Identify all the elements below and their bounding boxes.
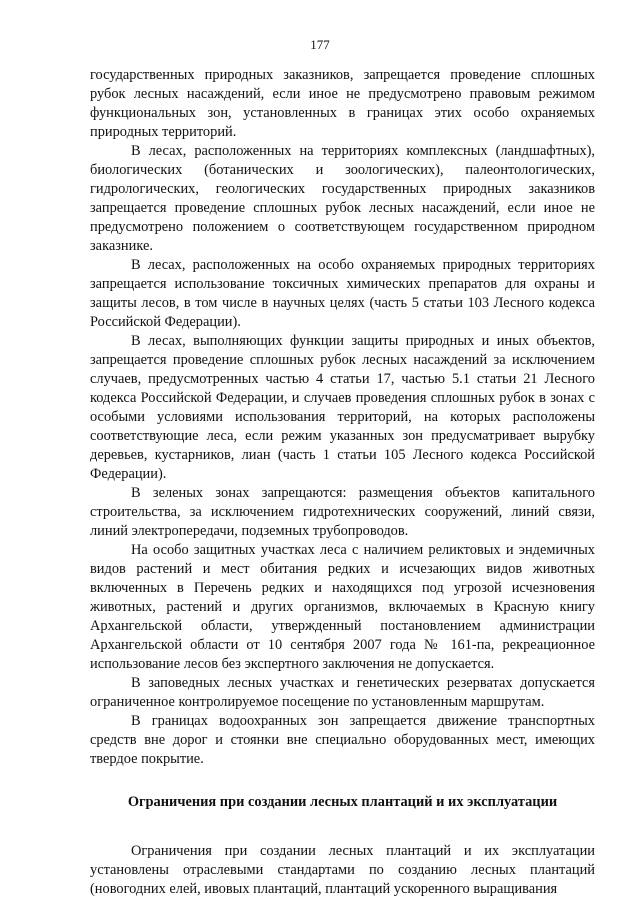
paragraph-water-protection: В границах водоохранных зон запрещается движение транспортных средств вне дорог и стоянки вне специально оборудованных мест, имеющих твердое покрытие. bbox=[90, 713, 595, 767]
paragraph-complex-reserves: В лесах, расположенных на территориях комплексных (ландшафтных), биологических (ботанических и зоологических), палеонтологических, гидрологических, геологических государственных природных заказников запрещается проведение сплошных рубок лесных насаждений, если иное не предусмотрено положением о соответствующем государственном природном заказнике. bbox=[90, 143, 595, 254]
paragraph-protective-areas: На особо защитных участках леса с наличием реликтовых и эндемичных видов растений и мест обитания редких и исчезающих видов животных включенных в Перечень редких и находящихся под угрозой исчезновения животных, растений и других организмов, включаемых в Красную книгу Архангельской области, утвержденный постановлением администрации Архангельской области от 10 сентября 2007 года № 161-па, рекреационное использование лесов без экспертного заключения не допускается. bbox=[90, 542, 595, 672]
page-number: 177 bbox=[310, 37, 330, 52]
paragraph-continuation: государственных природных заказников, запрещается проведение сплошных рубок лесных насаждений, если иное не предусмотрено правовым режимом функциональных зон, установленных в границах этих особо охраняемых природных территорий. bbox=[90, 67, 595, 140]
body-text bbox=[90, 66, 595, 899]
paragraph-toxic-chemicals: В лесах, расположенных на особо охраняемых природных территориях запрещается использование токсичных химических препаратов для охраны и защиты лесов, в том числе в научных целях (часть 5 статьи 103 Лесного кодекса Российской Федерации). bbox=[90, 257, 595, 330]
paragraph-green-zones: В зеленых зонах запрещаются: размещения объектов капитального строительства, за исключением гидротехнических сооружений, линий связи, линий электропередачи, подземных трубопроводов. bbox=[90, 485, 595, 539]
paragraph-reserved-plots: В заповедных лесных участках и генетических резерватах допускается ограниченное контролируемое посещение по установленным маршрутам. bbox=[90, 675, 595, 710]
section-heading: Ограничения при создании лесных плантаций и их эксплуатации bbox=[127, 794, 558, 810]
paragraph-protective-forests: В лесах, выполняющих функции защиты природных и иных объектов, запрещается проведение сплошных рубок лесных насаждений за исключением случаев, предусмотренных частью 4 статьи 17, частью 5.1 статьи 21 Лесного кодекса Российской Федерации, и случаев проведения сплошных рубок в зонах с особыми условиями использования территорий, на которых расположены соответствующие леса, если режим указанных зон предусматривает вырубку деревьев, кустарников, лиан (часть 1 статьи 105 Лесного кодекса Российской Федерации). bbox=[90, 333, 595, 482]
paragraph-plantation-restrictions: Ограничения при создании лесных плантаций и их эксплуатации установлены отраслевыми стандартами по созданию лесных плантаций (новогодних елей, ивовых плантаций, плантаций ускоренного выращивания bbox=[90, 843, 595, 897]
